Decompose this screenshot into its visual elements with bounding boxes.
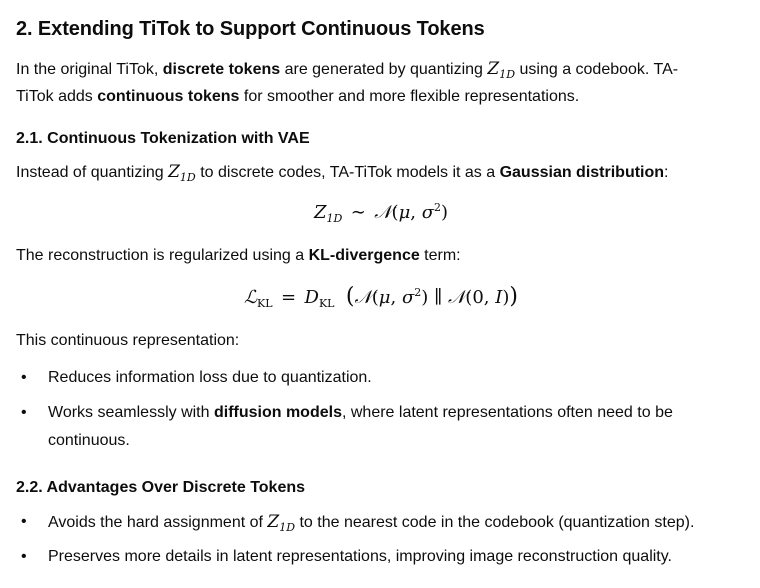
- bullet-icon: •: [21, 548, 27, 565]
- list-item-text: Preserves more details in latent representations, improving image reconstruction quality.: [48, 548, 672, 565]
- subsection-heading-2-1: 2.1. Continuous Tokenization with VAE: [16, 130, 310, 147]
- intro-text: In the original TiTok,: [16, 61, 163, 78]
- bold-kl-divergence: KL-divergence: [308, 247, 420, 264]
- intro-line-2: [16, 83, 579, 111]
- math-z1d: $Z_{1D}$: [267, 512, 296, 534]
- equation-kl: ℒ$_{KL}$ = $D_{KL}$ (𝒩(μ, $\sigma^2$) ∥ 𝒩(0, I)): [244, 284, 518, 310]
- section-heading: 2. Extending TiTok to Support Continuous Tokens: [16, 18, 485, 40]
- bold-discrete-tokens: discrete tokens: [162, 61, 281, 78]
- paragraph-continuous-rep: This continuous representation:: [16, 332, 240, 349]
- paragraph-kl: The reconstruction is regularized using a KL-divergence term:: [16, 247, 461, 264]
- bold-continuous-tokens: continuous tokens: [97, 88, 240, 105]
- list-item-text: Reduces information loss due to quantization.: [48, 369, 372, 386]
- subsection-heading-2-2: 2.2. Advantages Over Discrete Tokens: [16, 479, 306, 496]
- list-item-text: Avoids the hard assignment of $Z_{1D}$ to the nearest code in the codebook (quantization step).: [48, 512, 695, 534]
- math-z1d: $Z_{1D}$: [487, 59, 516, 81]
- intro-text: for smoother and more flexible representations.: [239, 88, 580, 105]
- equation-gaussian: $Z_{1D}$ ∼ 𝒩(μ, $\sigma^2$): [313, 201, 449, 225]
- bullet-icon: •: [21, 513, 27, 530]
- intro-text: TiTok adds: [16, 88, 98, 105]
- bullet-icon: •: [21, 369, 27, 386]
- list-item-text: Works seamlessly with diffusion models, where latent representations often need to be: [48, 404, 673, 421]
- math-z1d: $Z_{1D}$: [168, 162, 196, 184]
- intro-text: using a codebook. TA-: [515, 61, 679, 78]
- bold-diffusion-models: diffusion models: [213, 404, 342, 421]
- intro-text: are generated by quantizing: [280, 61, 488, 78]
- paragraph-gaussian: Instead of quantizing $Z_{1D}$ to discrete codes, TA-TiTok models it as a Gaussian distribution:: [16, 162, 669, 184]
- bold-gaussian: Gaussian distribution: [499, 164, 665, 181]
- list-item-text-continued: continuous.: [48, 432, 130, 449]
- bullet-icon: •: [21, 404, 27, 421]
